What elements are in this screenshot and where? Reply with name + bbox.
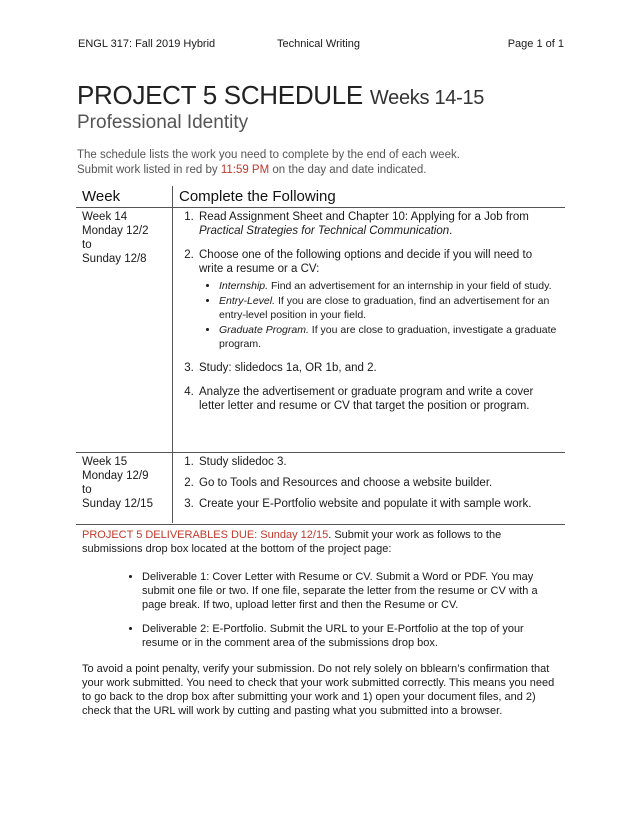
- task-item: [197, 210, 559, 238]
- header-subject: Technical Writing: [277, 38, 360, 50]
- week-cell: [76, 208, 173, 453]
- table-row: [76, 208, 565, 453]
- task-item: [197, 248, 559, 351]
- task-text-end: .: [449, 225, 453, 237]
- header-week: Week: [76, 186, 173, 208]
- intro-line-2-pre: Submit work listed in red by: [77, 164, 221, 176]
- week-cell: [76, 453, 173, 524]
- tasks-cell: [173, 453, 566, 524]
- week-end: Sunday 12/8: [82, 253, 147, 265]
- option-text: Find an advertisement for an internship in your field of study.: [268, 280, 552, 292]
- deliverable-item: • Deliverable 2: E-Portfolio. Submit the URL to your E-Portfolio at the top of your resume or in the comment area of the submissions drop box.: [142, 622, 561, 650]
- option-label: Graduate Program.: [219, 324, 309, 336]
- option-label: Internship.: [219, 280, 269, 292]
- title-weeks: Weeks 14-15: [369, 87, 485, 109]
- schedule-table: [76, 186, 565, 523]
- week-label: Week 14: [82, 211, 128, 223]
- header-course: ENGL 317: Fall 2019 Hybrid: [78, 38, 216, 50]
- option-text: If you are close to graduation, investigate a graduate program.: [219, 324, 557, 350]
- option-label: Entry-Level.: [219, 295, 276, 307]
- week-end: Sunday 12/15: [82, 498, 153, 510]
- task-list: [179, 210, 559, 413]
- deliverable-item: • Deliverable 1: Cover Letter with Resume or CV. Submit a Word or PDF. You may submit one file or two. If one file, separate the letter from the resume or CV with a page break. If two, upload letter first and then the Resume or CV.: [142, 570, 561, 612]
- verification-note: To avoid a point penalty, verify your submission. Do not rely solely on bblearn’s confirmation that your work submitted. You need to check that your work submitted correctly. This means you need to go back to the drop box after submitting your work and 1) open your document files, and 2) check that the URL will work by cutting and pasting what you submitted into a browser.: [82, 663, 555, 717]
- week-to: to: [82, 484, 92, 496]
- option-item: [219, 323, 559, 351]
- intro-line-2: [77, 163, 557, 178]
- title-main: PROJECT 5 SCHEDULE: [77, 80, 363, 110]
- week-label: Week 15: [82, 456, 128, 468]
- option-item: [219, 279, 559, 293]
- task-item: 4. Analyze the advertisement or graduate program and write a cover letter letter and resume or CV that target the position or program.: [197, 385, 559, 413]
- tasks-cell: [173, 208, 566, 453]
- page-subtitle: Professional Identity: [77, 112, 249, 133]
- page-title: [77, 80, 484, 111]
- option-item: [219, 294, 559, 322]
- intro-line-2-post: on the day and date indicated.: [269, 164, 427, 176]
- option-list: [199, 279, 559, 351]
- intro-text: [77, 148, 557, 178]
- task-item: 3. Create your E-Portfolio website and populate it with sample work.: [197, 497, 559, 511]
- header-page-number: Page 1 of 1: [507, 38, 564, 50]
- week-to: to: [82, 239, 92, 251]
- task-item: 1. Study slidedoc 3.: [197, 455, 559, 469]
- book-title: Practical Strategies for Technical Communication: [199, 225, 450, 237]
- table-row: [76, 453, 565, 524]
- deadline-time: 11:59 PM: [220, 164, 270, 176]
- week-start: Monday 12/9: [82, 470, 149, 482]
- task-text: Choose one of the following options and decide if you will need to write a resume or a CV:: [199, 249, 533, 275]
- deliverables-section: [76, 524, 565, 718]
- week-start: Monday 12/2: [82, 225, 149, 237]
- deliverables-list: [82, 570, 561, 650]
- header-tasks: Complete the Following: [173, 186, 566, 208]
- task-list: [179, 455, 559, 511]
- task-text: Read Assignment Sheet and Chapter 10: Applying for a Job from: [199, 211, 529, 223]
- table-header-row: [76, 186, 565, 208]
- task-item: 2. Go to Tools and Resources and choose a website builder.: [197, 476, 559, 490]
- deliverables-intro-text: . Submit your work as follows to the submissions drop box located at the bottom of the project page:: [82, 529, 502, 555]
- option-text: If you are close to graduation, find an advertisement for an entry-level position in your field.: [219, 295, 550, 321]
- intro-line-1: The schedule lists the work you need to complete by the end of each week.: [77, 149, 460, 161]
- deliverables-intro: [82, 528, 561, 556]
- deliverables-heading: PROJECT 5 DELIVERABLES DUE: Sunday 12/15: [82, 529, 329, 541]
- task-item: 3. Study: slidedocs 1a, OR 1b, and 2.: [197, 361, 559, 375]
